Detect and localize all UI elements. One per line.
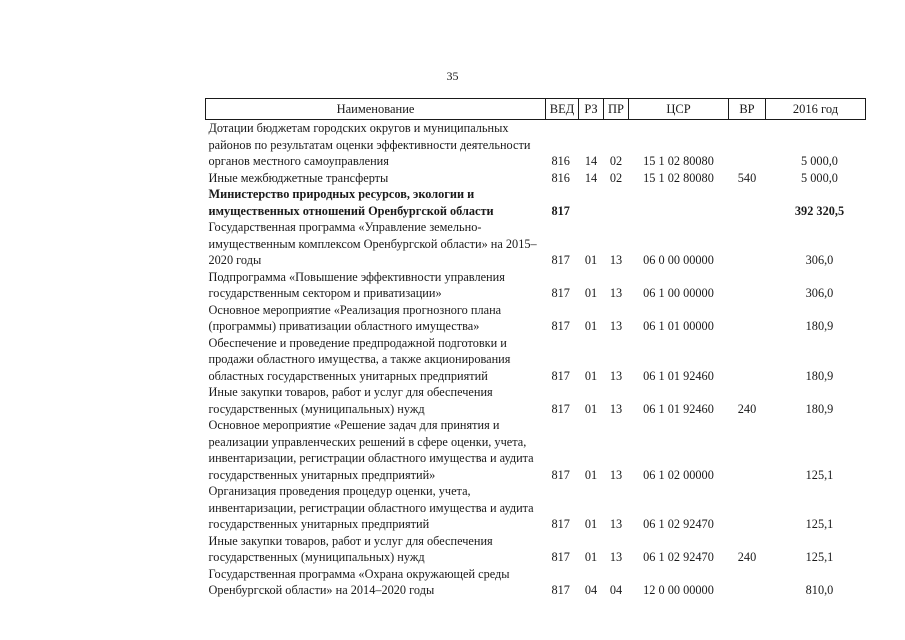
- row-ved: 817: [551, 467, 570, 482]
- row-csr: 06 1 01 92460: [643, 368, 714, 383]
- table-row: [206, 120, 866, 170]
- header-pr: ПР: [604, 99, 629, 120]
- row-pr: 13: [609, 368, 623, 383]
- row-name: Государственная программа «Охрана окружающей среды Оренбургской области» на 2014–2020 годы: [208, 566, 510, 597]
- row-amount: 810,0: [805, 583, 834, 597]
- table-row: [206, 533, 866, 566]
- row-pr: 02: [609, 154, 623, 168]
- table-row: [206, 170, 866, 187]
- table-row: [206, 483, 866, 533]
- row-rz: 01: [584, 467, 598, 482]
- row-csr: 06 1 01 00000: [643, 319, 714, 333]
- row-name: Иные межбюджетные трансферты: [208, 170, 389, 185]
- row-ved: 816: [551, 154, 570, 168]
- row-name: Дотации бюджетам городских округов и муниципальных районов по результатам оценки эффективности деятельности органов местного самоуправления: [208, 121, 531, 168]
- table-row: [206, 417, 866, 483]
- row-name: Подпрограмма «Повышение эффективности управления государственным сектором и приватизации»: [208, 269, 505, 300]
- row-csr: 12 0 00 00000: [643, 583, 714, 597]
- row-ved: 817: [551, 368, 570, 383]
- row-amount: 392 320,5: [794, 203, 845, 218]
- row-pr: 13: [609, 401, 623, 416]
- row-rz: 01: [584, 319, 598, 333]
- budget-table: [205, 98, 866, 599]
- row-ved: 817: [551, 253, 570, 267]
- table-row: [206, 186, 866, 219]
- row-ved: 817: [551, 286, 570, 300]
- row-vr: [729, 483, 766, 533]
- row-csr: 06 1 01 92460: [643, 401, 714, 416]
- row-csr: 06 0 00 00000: [643, 253, 714, 267]
- row-pr: [604, 186, 629, 219]
- row-name: Основное мероприятие «Реализация прогнозного плана (программы) приватизации областного имущества»: [208, 302, 502, 333]
- row-csr: 06 1 02 92470: [643, 550, 714, 564]
- row-amount: 5 000,0: [801, 170, 838, 185]
- row-rz: [579, 186, 604, 219]
- row-name: Иные закупки товаров, работ и услуг для обеспечения государственных (муниципальных) нужд: [208, 533, 493, 564]
- row-vr: [729, 120, 766, 170]
- row-amount: 5 000,0: [801, 154, 838, 168]
- row-ved: 817: [551, 203, 570, 218]
- row-csr: [629, 186, 729, 219]
- row-vr: [729, 219, 766, 269]
- row-amount: 180,9: [805, 401, 834, 416]
- row-vr: 240: [737, 401, 757, 416]
- row-rz: 14: [584, 170, 598, 185]
- row-csr: 15 1 02 80080: [643, 170, 714, 185]
- row-ved: 817: [551, 583, 570, 597]
- row-name: Государственная программа «Управление земельно-имущественным комплексом Оренбургской области» на 2015–2020 годы: [208, 220, 537, 267]
- row-amount: 306,0: [805, 286, 834, 300]
- row-amount: 180,9: [805, 368, 834, 383]
- row-name: Основное мероприятие «Решение задач для принятия и реализации управленческих решений в сфере оценки, учета, инвентаризации, регистрации областного имущества и аудита государственных унитарных предприятий»: [208, 418, 534, 482]
- table-row: [206, 302, 866, 335]
- row-csr: 06 1 02 00000: [643, 467, 714, 482]
- row-ved: 817: [551, 517, 570, 531]
- row-rz: 01: [584, 368, 598, 383]
- table-row: [206, 384, 866, 417]
- table-row: [206, 269, 866, 302]
- row-pr: 04: [609, 583, 623, 597]
- row-vr: 540: [737, 170, 757, 185]
- row-ved: 816: [551, 170, 570, 185]
- table-row: [206, 566, 866, 599]
- table-header: [206, 99, 866, 120]
- table-body: [206, 120, 866, 599]
- header-vr: ВР: [729, 99, 766, 120]
- row-ved: 817: [551, 550, 570, 564]
- row-vr: [729, 335, 766, 385]
- row-name: Организация проведения процедур оценки, учета, инвентаризации, регистрации областного имущества и аудита государственных унитарных предприятий: [208, 484, 534, 531]
- row-csr: 06 1 00 00000: [643, 286, 714, 300]
- row-rz: 01: [584, 286, 598, 300]
- header-csr: ЦСР: [629, 99, 729, 120]
- row-pr: 13: [609, 253, 623, 267]
- row-rz: 01: [584, 253, 598, 267]
- row-pr: 02: [609, 170, 623, 185]
- row-vr: [729, 186, 766, 219]
- row-name: Министерство природных ресурсов, экологии и имущественных отношений Оренбургской области: [208, 187, 494, 218]
- budget-table-container: [205, 98, 865, 599]
- row-ved: 817: [551, 401, 570, 416]
- row-amount: 180,9: [805, 319, 834, 333]
- table-row: [206, 219, 866, 269]
- header-rz: РЗ: [579, 99, 604, 120]
- row-csr: 15 1 02 80080: [643, 154, 714, 168]
- row-pr: 13: [609, 550, 623, 564]
- row-pr: 13: [609, 286, 623, 300]
- row-pr: 13: [609, 467, 623, 482]
- row-pr: 13: [609, 319, 623, 333]
- row-name: Обеспечение и проведение предпродажной подготовки и продажи областного имущества, а также акционирования областных государственных унитарных предприятий: [208, 335, 511, 383]
- row-rz: 01: [584, 517, 598, 531]
- row-vr: [729, 269, 766, 302]
- row-vr: [729, 417, 766, 483]
- row-csr: 06 1 02 92470: [643, 517, 714, 531]
- row-name: Иные закупки товаров, работ и услуг для обеспечения государственных (муниципальных) нужд: [208, 385, 493, 416]
- row-amount: 125,1: [805, 550, 834, 564]
- row-rz: 01: [584, 550, 598, 564]
- row-pr: 13: [609, 517, 623, 531]
- row-vr: [729, 566, 766, 599]
- header-row: [206, 99, 866, 120]
- header-name: Наименование: [206, 99, 546, 120]
- table-row: [206, 335, 866, 385]
- row-ved: 817: [551, 319, 570, 333]
- row-vr: [729, 302, 766, 335]
- row-amount: 125,1: [805, 467, 834, 482]
- header-year: 2016 год: [766, 99, 866, 120]
- row-rz: 01: [584, 401, 598, 416]
- row-amount: 125,1: [805, 517, 834, 531]
- row-rz: 04: [584, 583, 598, 597]
- row-vr: 240: [737, 550, 757, 564]
- row-rz: 14: [584, 154, 598, 168]
- header-ved: ВЕД: [546, 99, 579, 120]
- page-number: 35: [446, 69, 459, 83]
- row-amount: 306,0: [805, 253, 834, 267]
